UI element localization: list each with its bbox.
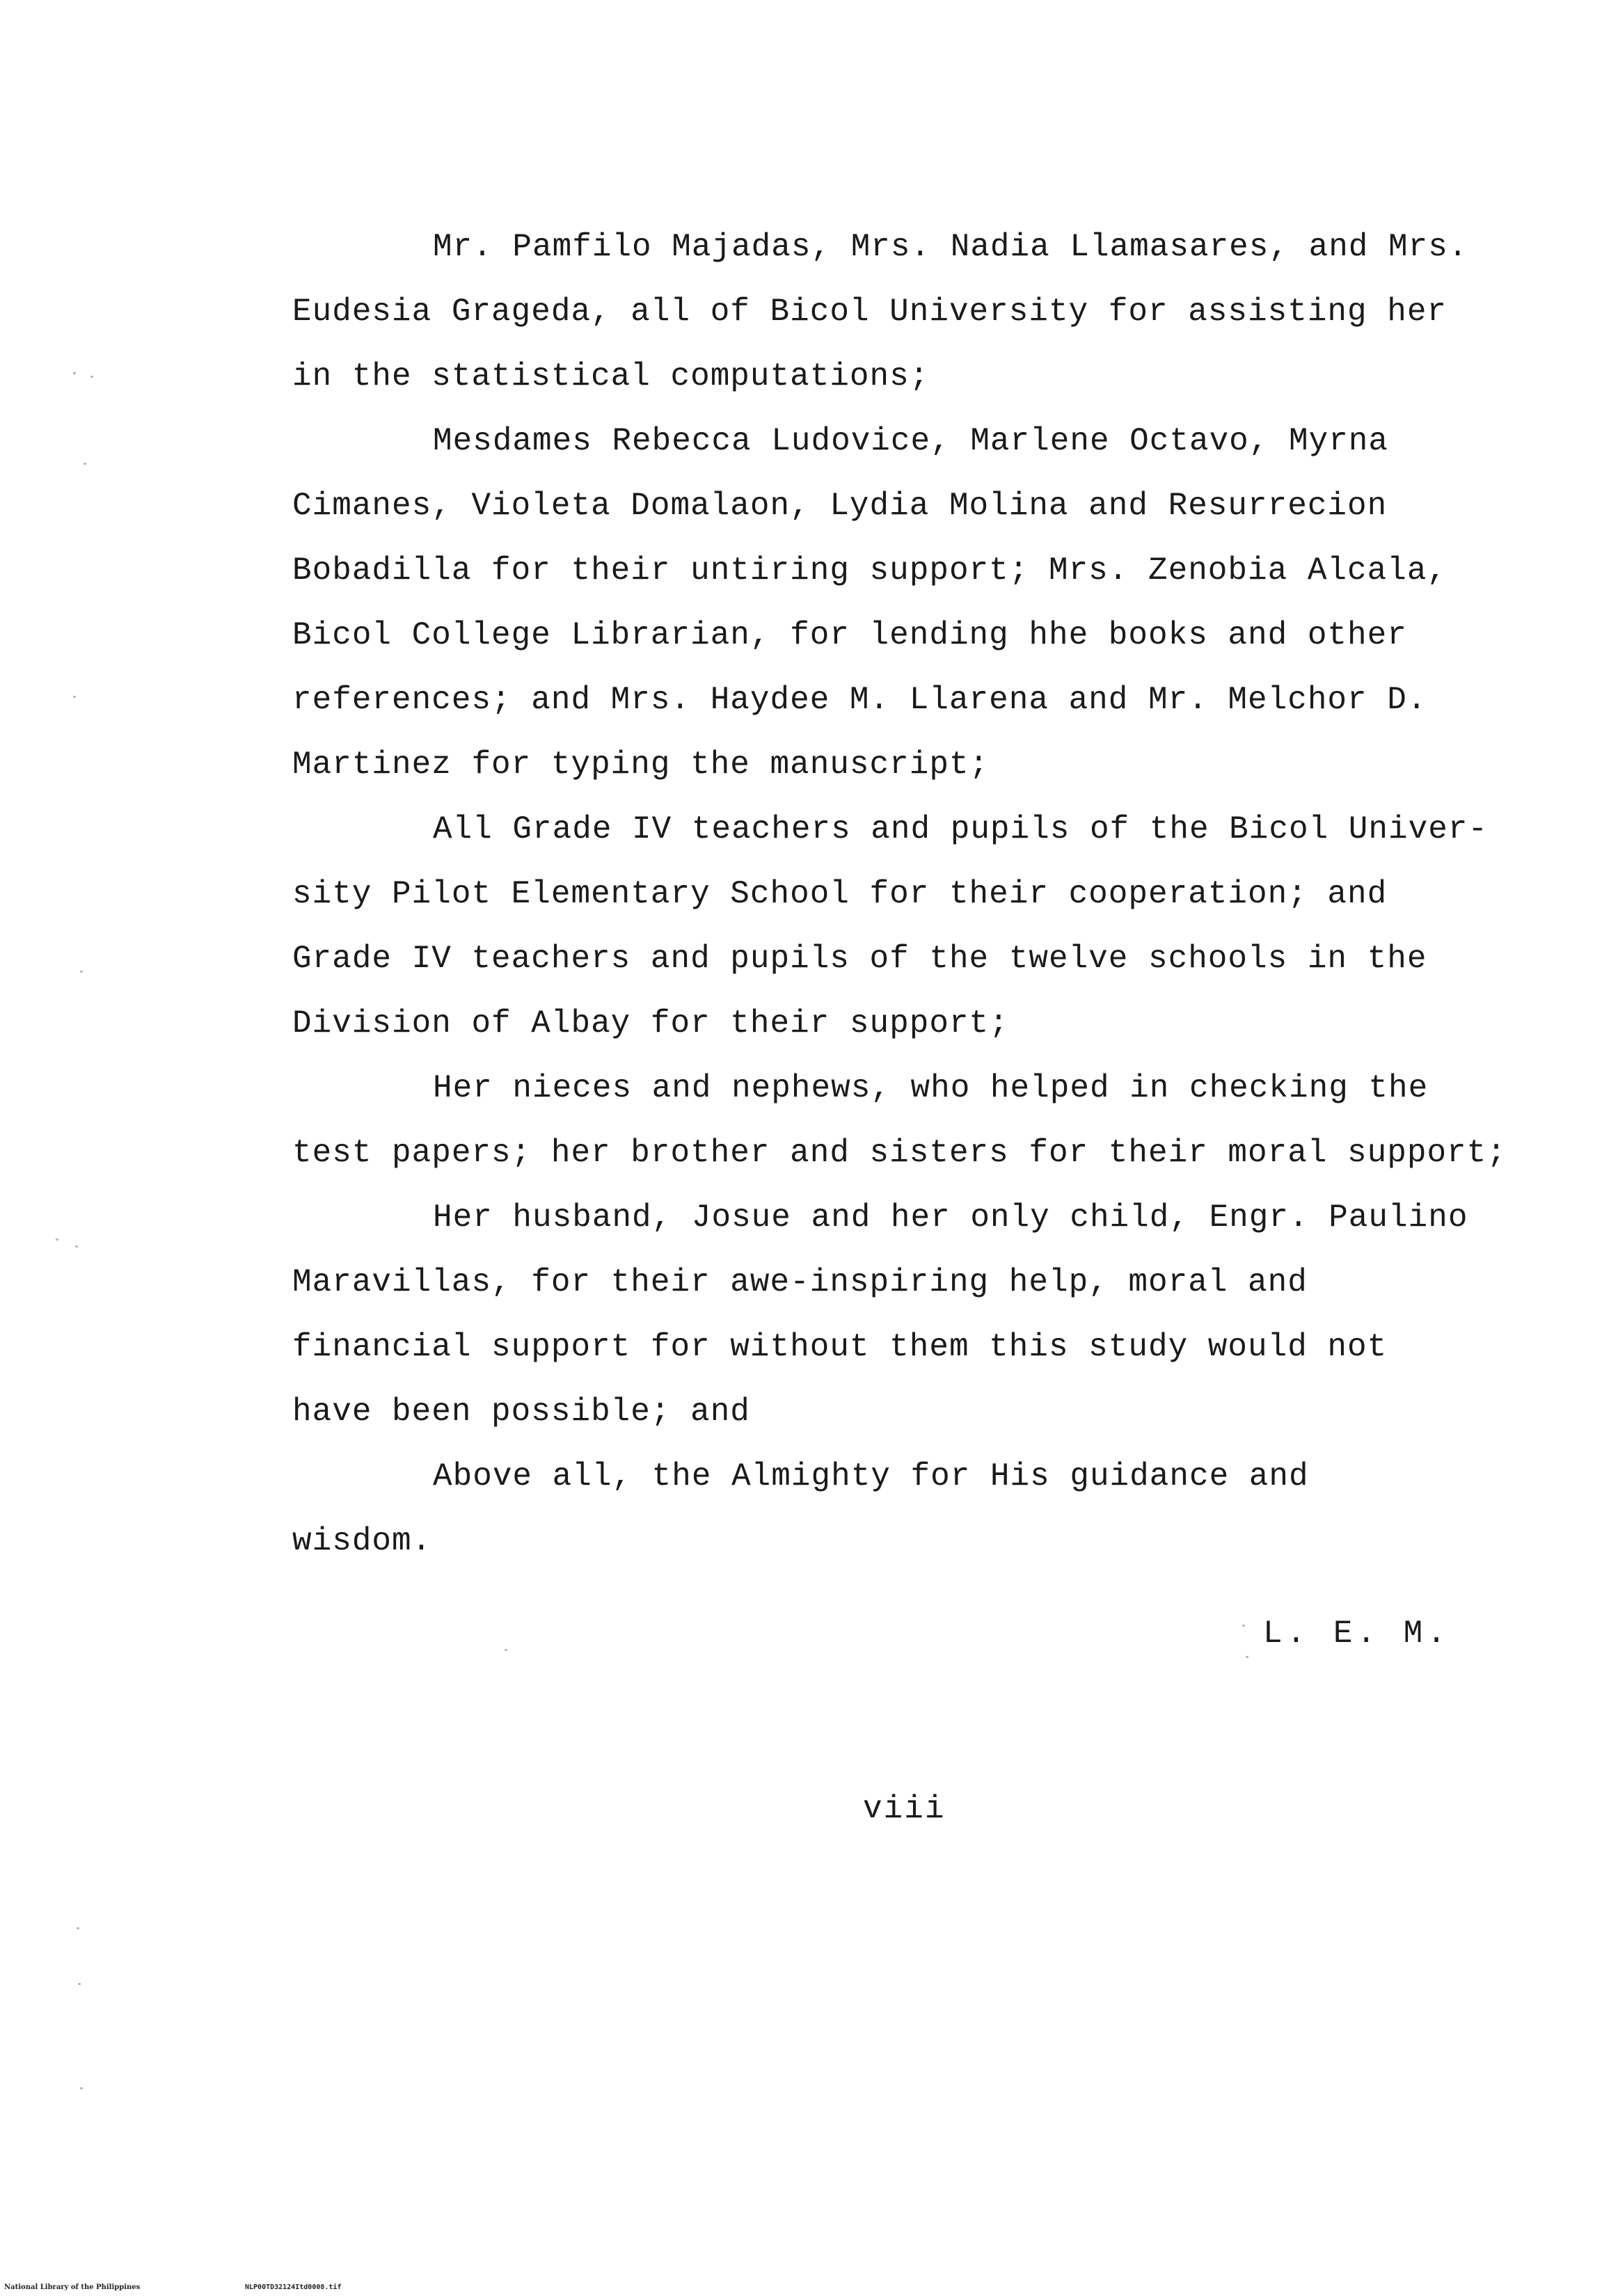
page-number: viii — [863, 1791, 946, 1827]
text-line: sity Pilot Elementary School for their cooperation; and — [292, 876, 1388, 912]
text-line: Eudesia Grageda, all of Bicol University for assisting her — [292, 294, 1448, 330]
scan-speck — [73, 696, 76, 698]
text-line: Cimanes, Violeta Domalaon, Lydia Molina and Resurrecion — [292, 488, 1388, 524]
text-line: Grade IV teachers and pupils of the twelve schools in the — [292, 941, 1427, 977]
scan-speck — [56, 1238, 58, 1241]
text-line: Division of Albay for their support; — [292, 1005, 1009, 1042]
scan-speck — [73, 372, 76, 374]
text-line: Mesdames Rebecca Ludovice, Marlene Octavo, Myrna — [433, 423, 1389, 459]
text-line: financial support for without them this study would not — [292, 1329, 1388, 1365]
scan-speck — [1246, 1656, 1248, 1658]
author-initials: L. E. M. — [1263, 1616, 1450, 1652]
footer-library-name: National Library of the Philippines — [4, 2283, 141, 2291]
text-line: test papers; her brother and sisters for their moral support; — [292, 1135, 1507, 1171]
scan-speck — [77, 1927, 79, 1929]
text-line: Bicol College Librarian, for lending hhe books and other — [292, 617, 1407, 653]
scan-speck — [80, 971, 83, 973]
scan-speck — [84, 463, 86, 465]
footer-file-id: NLP00TD32124Itd0008.tif — [245, 2283, 342, 2291]
text-line: Her husband, Josue and her only child, Engr. Paulino — [433, 1199, 1468, 1236]
text-line: in the statistical computations; — [292, 358, 930, 394]
text-line: Mr. Pamfilo Majadas, Mrs. Nadia Llamasares, and Mrs. — [433, 229, 1468, 265]
text-line: Above all, the Almighty for His guidance and — [433, 1458, 1309, 1494]
text-line: All Grade IV teachers and pupils of the Bicol Univer- — [433, 811, 1489, 847]
text-line: references; and Mrs. Haydee M. Llarena and Mr. Melchor D. — [292, 682, 1427, 718]
text-line: Bobadilla for their untiring support; Mrs. Zenobia Alcala, — [292, 552, 1448, 589]
scan-speck — [80, 2087, 83, 2089]
text-line: Her nieces and nephews, who helped in checking the — [433, 1070, 1429, 1106]
scan-speck — [78, 1983, 81, 1985]
text-line: have been possible; and — [292, 1394, 750, 1430]
scan-speck — [1242, 1625, 1245, 1627]
text-line: Martinez for typing the manuscript; — [292, 747, 990, 783]
scan-speck — [90, 376, 93, 378]
scan-speck — [505, 1649, 507, 1651]
text-line: wisdom. — [292, 1523, 432, 1559]
scan-speck — [75, 1245, 78, 1247]
text-line: Maravillas, for their awe-inspiring help, moral and — [292, 1264, 1308, 1300]
